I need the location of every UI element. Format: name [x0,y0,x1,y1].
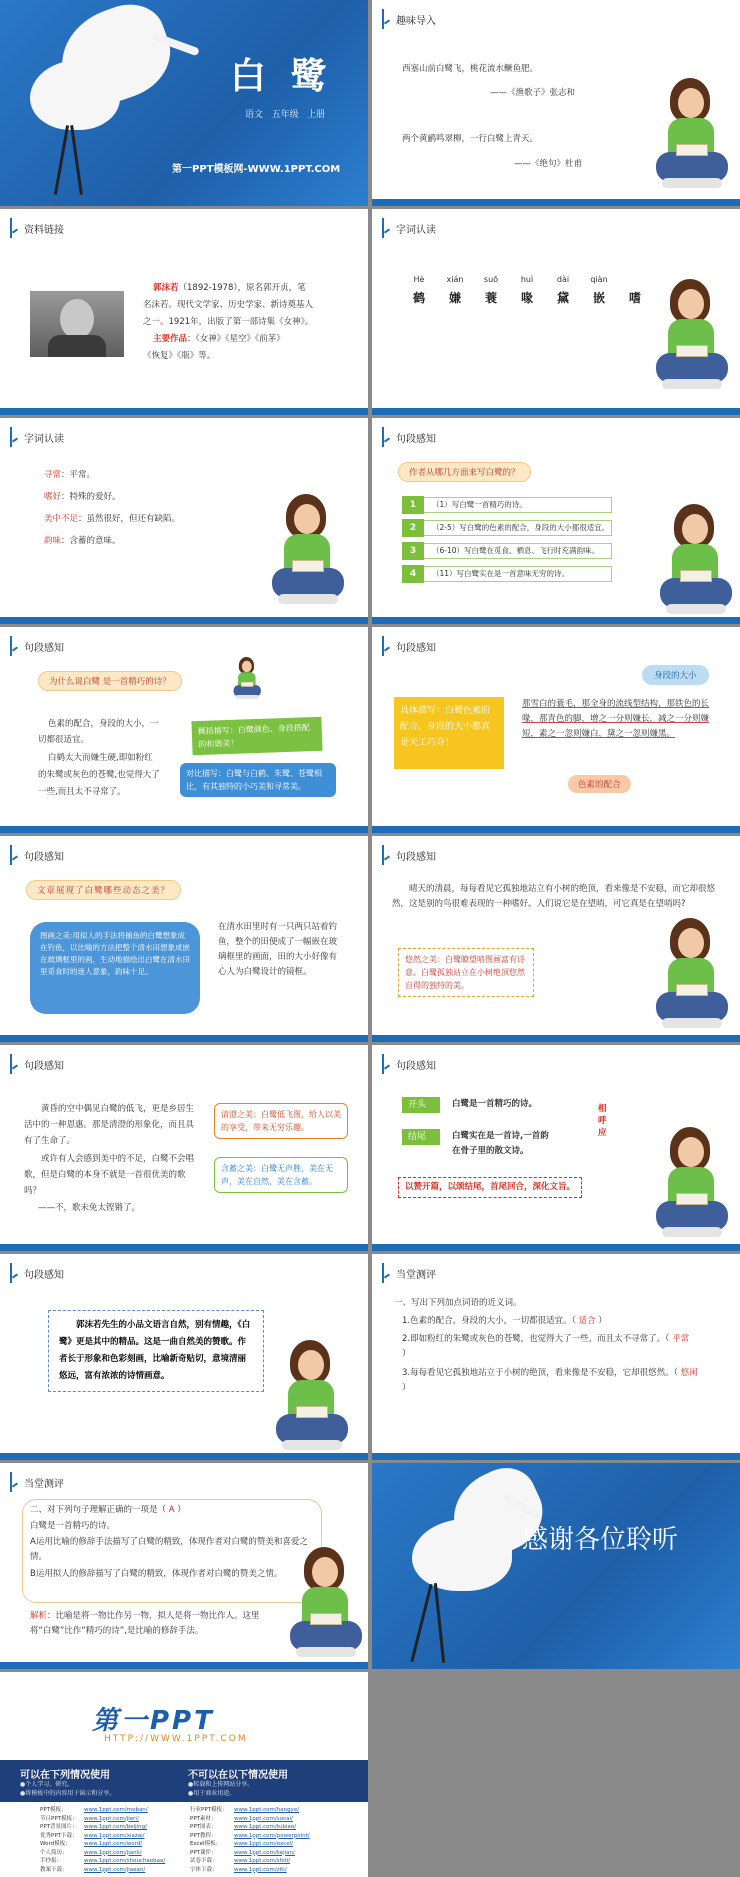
quiz-item-2 [402,1332,698,1362]
paren-close: ） [598,1316,607,1326]
footer-bar [0,826,368,833]
vocab-pinyin: dài [556,275,570,284]
girl-reading-image [652,279,732,399]
header-title: 句段感知 [24,851,64,863]
header-title: 句段感知 [24,1269,64,1281]
vocab-word [438,275,472,306]
clarity-beauty-box: 清澄之美：白鹭低飞图，给人以美的享受，带来无穷乐趣。 [214,1103,348,1139]
cannot-use-title: 不可以在以下情况使用 [188,1770,288,1781]
paren-close: ） [402,1349,411,1359]
vocab-hanzi: 嫌 [448,291,461,305]
footer-bar [372,1035,740,1042]
resource-link-item [190,1815,310,1824]
vocab-word [546,275,580,306]
bookmark-icon [380,427,390,447]
bookmark-icon [380,1054,390,1074]
slide-header [8,1053,64,1075]
bookmark-icon [8,218,18,238]
slide-header [8,426,64,448]
structure-row-label: （11）写白鹭实在是一首意味无穷的诗。 [424,566,612,582]
egret-illustration [0,0,200,206]
evening-passage-3: ——不，歌未免太铿锵了。 [38,1203,141,1213]
vocab-meaning: ：虽然很好，但还有缺陷。 [78,514,181,524]
slide-quiz-1[interactable] [372,1254,740,1460]
credits-panel [0,1760,368,1877]
bookmark-icon [8,1054,18,1074]
slide-header [8,635,64,657]
girl-reading-image [652,1127,732,1247]
empty-cell [372,1672,740,1877]
works-text-1: ：《女神》《星空》《前茅》 [187,334,285,344]
footer-bar [372,1453,740,1460]
slide-motion[interactable] [0,836,368,1042]
resource-link-label: PPT模板： [40,1807,67,1813]
bookmark-icon [8,1472,18,1492]
paren-close: ） [402,1383,411,1393]
vocab-term: 寻常 [44,470,62,480]
quiz-item-2-text: 2.即如粉红的朱鹭或灰色的苍鹭，也觉得大了一些，而且太不寻常了。（ [402,1334,670,1344]
resource-link-label: 字体下载： [190,1866,218,1873]
cover-title: 白 鹭 [230,56,333,97]
quiz-answer: A [168,1505,175,1515]
paren-close: ） [177,1505,186,1515]
vocab-meaning: ：平常。 [61,470,96,480]
leisure-beauty-box: 悠然之美：白鹭瞭望哨图画富有诗意。白鹭孤独站立在小树绝顶悠然自得的独特的美。 [398,948,534,997]
header-title: 字词认读 [396,224,436,236]
option-a[interactable]: A运用比喻的修辞手法描写了白鹭的精致，体现作者对白鹭的赞美和喜爱之情。 [30,1537,308,1562]
structure-row-number: 4 [402,565,424,583]
girl-reading-image [286,1547,366,1667]
poem-line-1: 西塞山前白鹭飞，桃花流水鳜鱼肥。 [402,64,539,74]
header-title: 句段感知 [396,1060,436,1072]
slide-header [8,1262,64,1284]
author-works-line-2: 《恢复》《瓶》等。 [143,351,216,361]
resource-link[interactable]: www.1ppt.com/xiazai/ [84,1832,145,1839]
resource-link-item [190,1823,310,1832]
header-title: 句段感知 [396,642,436,654]
footer-bar [372,826,740,833]
resource-link[interactable]: www.1ppt.com/powerpoint/ [234,1832,310,1839]
vocab-term: 韵味 [44,536,62,546]
author-bio-line-1 [153,281,306,296]
subtle-beauty-box: 含蓄之美：白鹭无声胜，美在无声，美在自然，美在含蓄。 [214,1157,348,1193]
girl-reading-image [652,78,732,198]
girl-reading-image [232,657,262,703]
resource-link-label: Word模板： [40,1841,71,1847]
vocab-meaning: ：含蓄的意味。 [61,536,121,546]
vocab-definition [44,490,121,505]
quiz-question: 一、写出下列加点词语的近义词。 [394,1298,522,1308]
question-pill: 文章展现了白鹭哪些动态之美？ [26,880,181,900]
author-bio-line-3: 之一。1921年，出版了第一部诗集《女神》。 [143,317,314,327]
slide-evening[interactable] [0,1045,368,1251]
slide-quiz-2[interactable] [0,1463,368,1669]
motion-passage: 在清水田里时有一只两只站着钓鱼，整个的田便成了一幅嵌在玻璃框里的画面，田的大小好像有心人为白鹭设计的镜框。 [218,922,338,977]
slide-structure[interactable] [372,418,740,624]
footer-bar [372,408,740,415]
right-link-list [190,1806,310,1874]
egret-illustration [372,1463,572,1669]
slide-header [380,1053,436,1075]
footer-bar [0,617,368,624]
resource-link-label: 手抄报： [40,1858,63,1864]
resource-link[interactable]: www.1ppt.com/tubiao/ [234,1824,296,1830]
can-use-item: ●个人学习、研究。 [20,1781,74,1788]
vocab-hanzi: 喙 [520,291,533,305]
vocab-word [618,275,652,306]
vocab-hanzi: 嵌 [592,291,605,305]
resource-link-item [190,1857,310,1866]
resource-link-label: 教案下载： [40,1866,68,1873]
vocab-meaning: ：特殊的爱好。 [61,492,121,502]
can-use-title: 可以在下列情况使用 [20,1770,110,1781]
resource-link-label: Excel模板： [190,1841,222,1847]
resource-link-label: 试卷下载： [190,1858,218,1864]
structure-row [402,496,612,514]
cannot-use-item: ●用于商业用途。 [188,1790,236,1797]
resource-link[interactable]: www.1ppt.com/shiti/ [234,1858,291,1864]
slide-header [8,1471,64,1493]
slide-why-poem[interactable] [0,627,368,833]
poem-source-2: ——《绝句》杜甫 [514,159,583,169]
resource-link[interactable]: www.1ppt.com/jianli/ [84,1849,142,1856]
detail-box-yellow: 具体描写：白鹭色素的配合、身段的大小都真是天工巧夺！ [394,697,504,769]
option-b[interactable]: B运用拟人的修辞描写了白鹭的精致，体现作者对白鹭的赞美之情。 [30,1569,283,1579]
resource-link-item [190,1832,310,1841]
resource-link[interactable]: www.1ppt.com/shouchaobao/ [84,1858,166,1864]
resource-link[interactable]: www.1ppt.com/kejian/ [234,1849,295,1856]
header-title: 趣味导入 [396,15,436,27]
resource-link[interactable]: www.1ppt.com/word/ [84,1841,143,1847]
resource-link-label: 优秀PPT下载： [40,1832,78,1839]
evening-passage-1: 黄昏的空中偶见白鹭的低飞，更是乡居生活中的一种恩惠。那是清澄的形象化，而且具有了生命了。 [24,1104,195,1146]
ending-line: 白鹭实在是一首诗,一首韵在骨子里的散文诗。 [452,1131,549,1156]
resource-link[interactable]: www.1ppt.com/moban/ [84,1807,148,1813]
structure-row [402,542,612,560]
resource-link[interactable]: www.1ppt.com/beijing/ [84,1824,148,1830]
resource-link-item [40,1849,165,1858]
resource-link-label: PPT背景图片： [40,1824,78,1830]
slide-header [380,1262,436,1284]
vocab-word [510,275,544,306]
girl-reading-image [656,504,736,624]
cover-meta: 语文 五年级 上册 [245,110,326,120]
passage-line-4: 的朱鹭或灰色的苍鹭,也觉得大了 [38,770,160,780]
quiz-question-text: 二、对下列句子理解正确的一项是（ [30,1505,167,1515]
contrast-box-blue: 对比描写：白鹭与白鹤、朱鹭、苍鹭相比，有其独特的小巧美和寻常美。 [180,763,336,797]
author-name: 郭沫若 [153,283,179,293]
vocab-word [402,275,436,306]
quiz-sentence: 白鹭是一首精巧的诗。 [30,1521,116,1531]
site-url[interactable]: HTTP://WWW.1PPT.COM [104,1734,248,1744]
passage-line-5: 一些,而且太不寻常了。 [38,787,126,797]
vocab-term: 美中不足 [44,514,79,524]
girl-reading-image [268,494,348,614]
thanks-text: 感谢各位聆听 [522,1525,679,1555]
echo-label: 相呼应 [598,1104,607,1138]
resource-link[interactable]: www.1ppt.com/sucai/ [234,1815,293,1822]
author-bio-line-2: 名沫若。现代文学家、历史学家、新诗奠基人 [143,300,314,310]
poem-line-2: 两个黄鹂鸣翠柳，一行白鹭上青天。 [402,134,539,144]
resource-link-item [190,1849,310,1858]
footer-bar [0,1453,368,1460]
vocab-hanzi: 嗜 [628,291,641,305]
quiz-item-3 [402,1366,698,1396]
bookmark-icon [8,845,18,865]
resource-link[interactable]: www.1ppt.com/excel/ [234,1841,293,1847]
structure-row-number: 3 [402,542,424,560]
resource-link-label: PPT素材： [190,1815,217,1822]
opening-line: 白鹭是一首精巧的诗。 [452,1099,538,1109]
slide-header [380,426,436,448]
summary-box: 以赞开篇，以颂结尾，首尾回合，深化文旨。 [398,1177,582,1198]
girl-reading-image [272,1340,352,1460]
resource-link-item [40,1806,165,1815]
quiz-item-1 [402,1314,698,1329]
cannot-use-item: ●转载和上传网站分享。 [188,1781,254,1788]
cover-site: 第一PPT模板网-WWW.1PPT.COM [172,164,341,175]
vocab-pinyin: huì [520,275,534,284]
left-link-list [40,1806,165,1874]
slide-cover[interactable] [0,0,368,206]
passage-line-3: 白鹤太大而嫌生硬,即如粉红 [48,753,153,763]
site-logo: 第一PPT [92,1706,215,1736]
detail-passage: 那雪白的蓑毛，那全身的流线型结构，那铁色的长喙，那青色的脚，增之一分则嫌长，减之一分则嫌短，素之一忽则嫌白，黛之一忽则嫌黑。 [522,699,710,739]
quiz-item-1-text: 1.色素的配合，身段的大小，一切都很适宜。（ [402,1316,576,1326]
vocab-pinyin: Hè [413,275,425,284]
resource-link-item [190,1840,310,1849]
callout-color: 色素的配合 [568,775,631,793]
slide-header [8,217,64,239]
bookmark-icon [380,218,390,238]
vocab-hanzi: 鹤 [412,291,425,305]
slide-credits[interactable] [0,1672,368,1877]
header-title: 句段感知 [24,1060,64,1072]
structure-row-number: 2 [402,519,424,537]
header-title: 句段感知 [396,433,436,445]
resource-link-item [40,1840,165,1849]
header-title: 字词认读 [24,433,64,445]
slide-header [380,8,436,30]
slide-echo[interactable] [372,1045,740,1251]
quiz-item-3-text: 3.每每看见它孤独地站立于小树的绝顶，看来像是不安稳，它却很悠然。（ [402,1368,678,1378]
resource-link-label: 行业PPT模板： [190,1807,228,1813]
slide-header [380,217,436,239]
bookmark-icon [380,1263,390,1283]
vocab-definition [44,534,121,549]
header-title: 当堂测评 [396,1269,436,1281]
slide-author[interactable] [0,209,368,415]
footer-bar [0,1035,368,1042]
author-works-line-1 [153,332,285,347]
summary-box-green: 概括描写：白鹭颜色、身段搭配的和谐美！ [191,717,322,756]
header-title: 当堂测评 [24,1478,64,1490]
slide-vocab-2[interactable] [0,418,368,624]
vocab-hanzi: 蓑 [484,291,497,305]
vocab-word [582,275,616,306]
question-pill: 作者从哪几方面来写白鹭的？ [398,462,531,482]
header-title: 资料链接 [24,224,64,236]
analysis-label: 解析 [30,1611,48,1621]
footer-bar [372,617,740,624]
quiz-answer-1: 适合 [578,1316,596,1326]
header-title: 句段感知 [24,642,64,654]
slide-evaluation[interactable] [0,1254,368,1460]
slide-header [8,844,64,866]
image-beauty-box: 图画之美:用拟人的手法将捕鱼的白鹭想象成在钓鱼，以比喻的方法把整个清水田想象成嵌在玻璃框里的画，生动地描绘出白鹭在清水田里觅食时的迷人意象，韵味十足。 [30,922,200,1014]
structure-row [402,565,612,583]
structure-row-label: （6-10）写白鹭在觅食、栖息、飞行时充满韵味。 [424,543,612,559]
footer-bar [372,1244,740,1251]
resource-link[interactable]: www.1ppt.com/ziti/ [234,1866,287,1873]
cannot-use-list [188,1780,253,1798]
tag-ending: 结尾 [402,1129,440,1145]
callout-body-size: 身段的大小 [642,665,709,685]
footer-bar [0,1244,368,1251]
bookmark-icon [8,427,18,447]
bookmark-icon [380,636,390,656]
vocab-pinyin: qiàn [590,275,608,284]
quiz-answer-3: 悠闲 [680,1368,698,1378]
vocab-definition [44,468,95,483]
quiz-answer-2: 平常 [672,1334,690,1344]
slide-vocab-1[interactable] [372,209,740,415]
resource-link-label: PPT图表： [190,1824,217,1830]
header-title: 句段感知 [396,851,436,863]
slide-watch[interactable] [372,836,740,1042]
footer-bar [0,1662,368,1669]
can-use-item: ●将模板中的内容用于演示和分享。 [20,1790,116,1797]
resource-link-item [40,1866,165,1875]
evaluation-box: 郭沫若先生的小品文语言自然，别有情趣，《白鹭》更是其中的精品。这是一曲自然美的赞歌。作者长于形象和色彩刻画，比喻新奇贴切，意境清丽悠远，富有浓浓的诗情画意。 [48,1310,264,1392]
link-table [0,1802,368,1877]
analysis [30,1609,280,1639]
resource-link-label: PPT教程： [190,1832,217,1839]
tag-opening: 开头 [402,1097,440,1113]
bookmark-icon [380,9,390,29]
structure-row-label: （2-5）写白鹭的色素的配合，身段的大小都很适宜。 [424,520,612,536]
resource-link-label: 个人简历： [40,1849,68,1856]
resource-link-item [40,1832,165,1841]
resource-link[interactable]: www.1ppt.com/hangye/ [234,1807,300,1813]
passage-line-1: 色素的配合，身段的大小，一 [48,719,159,729]
vocab-pinyin [618,275,652,287]
slide-thanks[interactable] [372,1463,740,1669]
analysis-text: ：比喻是将一物比作另一物，拟人是将一物比作人。这里将“白鹭”比作“精巧的诗”,是比喻的修辞手法。 [30,1611,260,1636]
can-use-list [20,1780,115,1798]
slide-header [380,635,436,657]
evening-passage-2: 或许有人会感到美中的不足，白鹭不会唱歌，但是白鹭的本身不就是一首很优美的歌吗？ [24,1154,195,1196]
slide-detail[interactable] [372,627,740,833]
bio-text-1: （1892-1978），原名郭开贞，笔 [178,283,306,293]
quiz-question [30,1503,186,1518]
structure-row [402,519,612,537]
structure-row-number: 1 [402,496,424,514]
bookmark-icon [8,636,18,656]
footer-bar [0,408,368,415]
works-label: 主要作品 [153,334,188,344]
girl-reading-image [652,918,732,1038]
resource-link[interactable]: www.1ppt.com/jieri/ [84,1815,139,1822]
author-photo [30,291,124,357]
slide-header [380,844,436,866]
resource-link-item [40,1815,165,1824]
resource-link[interactable]: www.1ppt.com/jiaoan/ [84,1866,146,1873]
resource-link-item [190,1806,310,1815]
passage-line-2: 切都很适宜。 [38,735,90,745]
vocab-hanzi: 黛 [556,291,569,305]
vocab-pinyin: suō [483,275,499,284]
resource-link-label: PPT课件： [190,1849,217,1856]
footer-bar [372,199,740,206]
slide-intro[interactable] [372,0,740,206]
bookmark-icon [380,845,390,865]
question-pill: 为什么说白鹭 是一首精巧的诗？ [38,671,182,691]
watch-passage: 晴天的清晨，每每看见它孤独地站立有小树的绝顶，看来像是不安稳，而它却很悠然，这是别的鸟很难表现的一种嗜好。人们说它是在望哨，可它真是在望哨吗? [392,884,716,909]
vocab-pinyin: xián [446,275,464,284]
resource-link-label: 节日PPT模板： [40,1815,78,1822]
resource-link-item [40,1857,165,1866]
vocab-definition [44,512,180,527]
bookmark-icon [8,1263,18,1283]
poem-source-1: ——《渔歌子》张志和 [490,88,576,98]
vocab-word [474,275,508,306]
resource-link-item [190,1866,310,1875]
structure-row-label: （1）写白鹭一首精巧的诗。 [424,497,612,513]
vocab-term: 嗜好 [44,492,62,502]
resource-link-item [40,1823,165,1832]
